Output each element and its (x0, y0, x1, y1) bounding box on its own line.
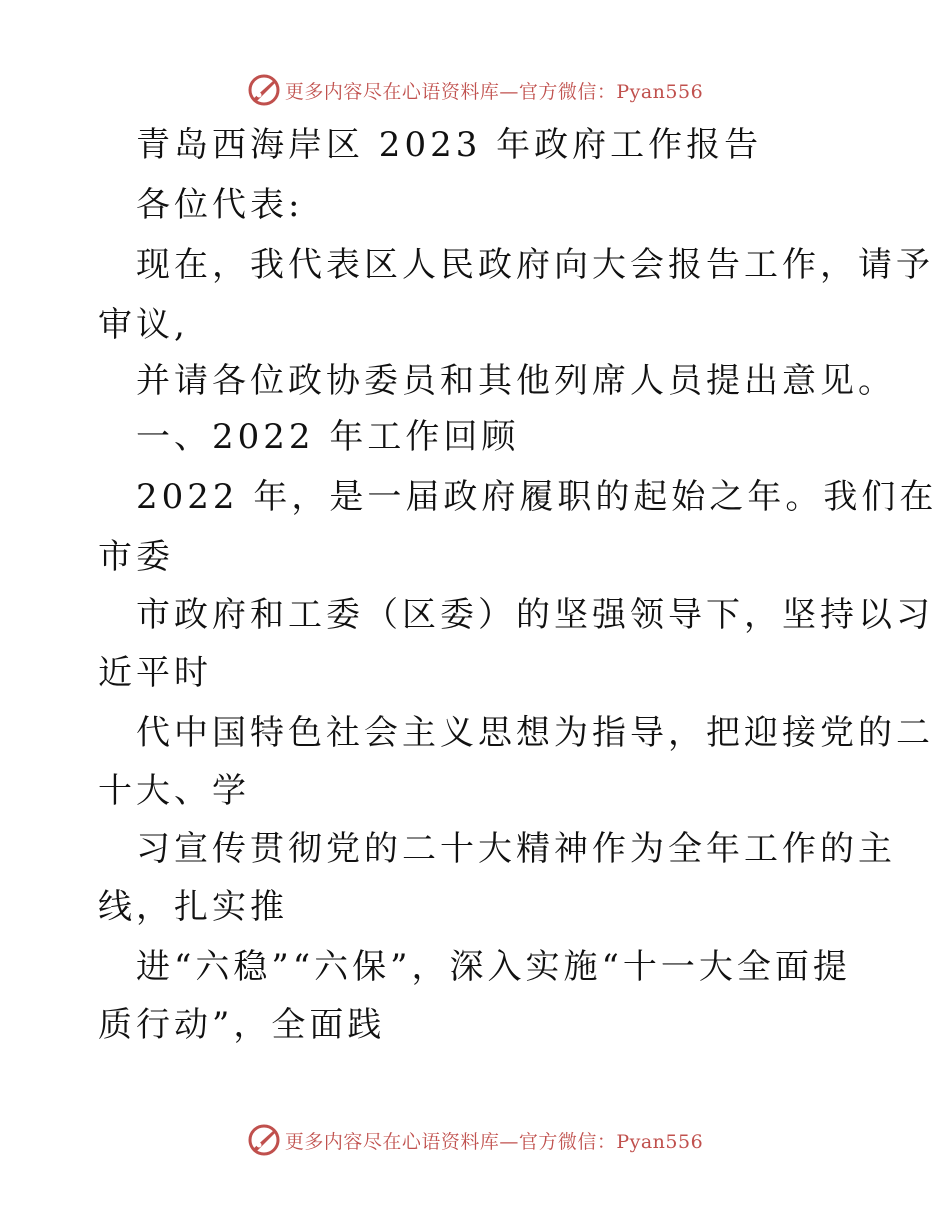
footer-watermark-text: 更多内容尽在心语资料库—官方微信：Pyan556 (284, 1130, 704, 1153)
text-line: 习宣传贯彻党的二十大精神作为全年工作的主 (136, 829, 896, 869)
text-line: 各位代表: (136, 185, 304, 225)
text-line: 进“六稳”“六保”，深入实施“十一大全面提 (136, 947, 851, 987)
text-line: 市政府和工委（区委）的坚强领导下，坚持以习 (136, 595, 934, 635)
quill-seal-icon (247, 1123, 281, 1157)
text-line: 审议, (98, 305, 189, 345)
text-line: 市委 (98, 537, 174, 577)
text-line: 线，扎实推 (98, 887, 288, 927)
text-line: 现在，我代表区人民政府向大会报告工作，请予 (136, 245, 934, 285)
text-line: 2022 年，是一届政府履职的起始之年。我们在 (136, 477, 938, 517)
footer-watermark (0, 1120, 950, 1160)
text-line: 近平时 (98, 653, 212, 693)
section-heading: 一、2022 年工作回顾 (136, 417, 520, 457)
document-title: 青岛西海岸区 2023 年政府工作报告 (136, 125, 763, 165)
text-line: 并请各位政协委员和其他列席人员提出意见。 (136, 361, 896, 401)
header-watermark (0, 70, 950, 110)
text-line: 代中国特色社会主义思想为指导，把迎接党的二 (136, 713, 934, 753)
text-line: 质行动”，全面践 (98, 1005, 386, 1045)
quill-seal-icon (247, 73, 281, 107)
text-line: 十大、学 (98, 771, 250, 811)
header-watermark-text: 更多内容尽在心语资料库—官方微信：Pyan556 (284, 80, 704, 103)
